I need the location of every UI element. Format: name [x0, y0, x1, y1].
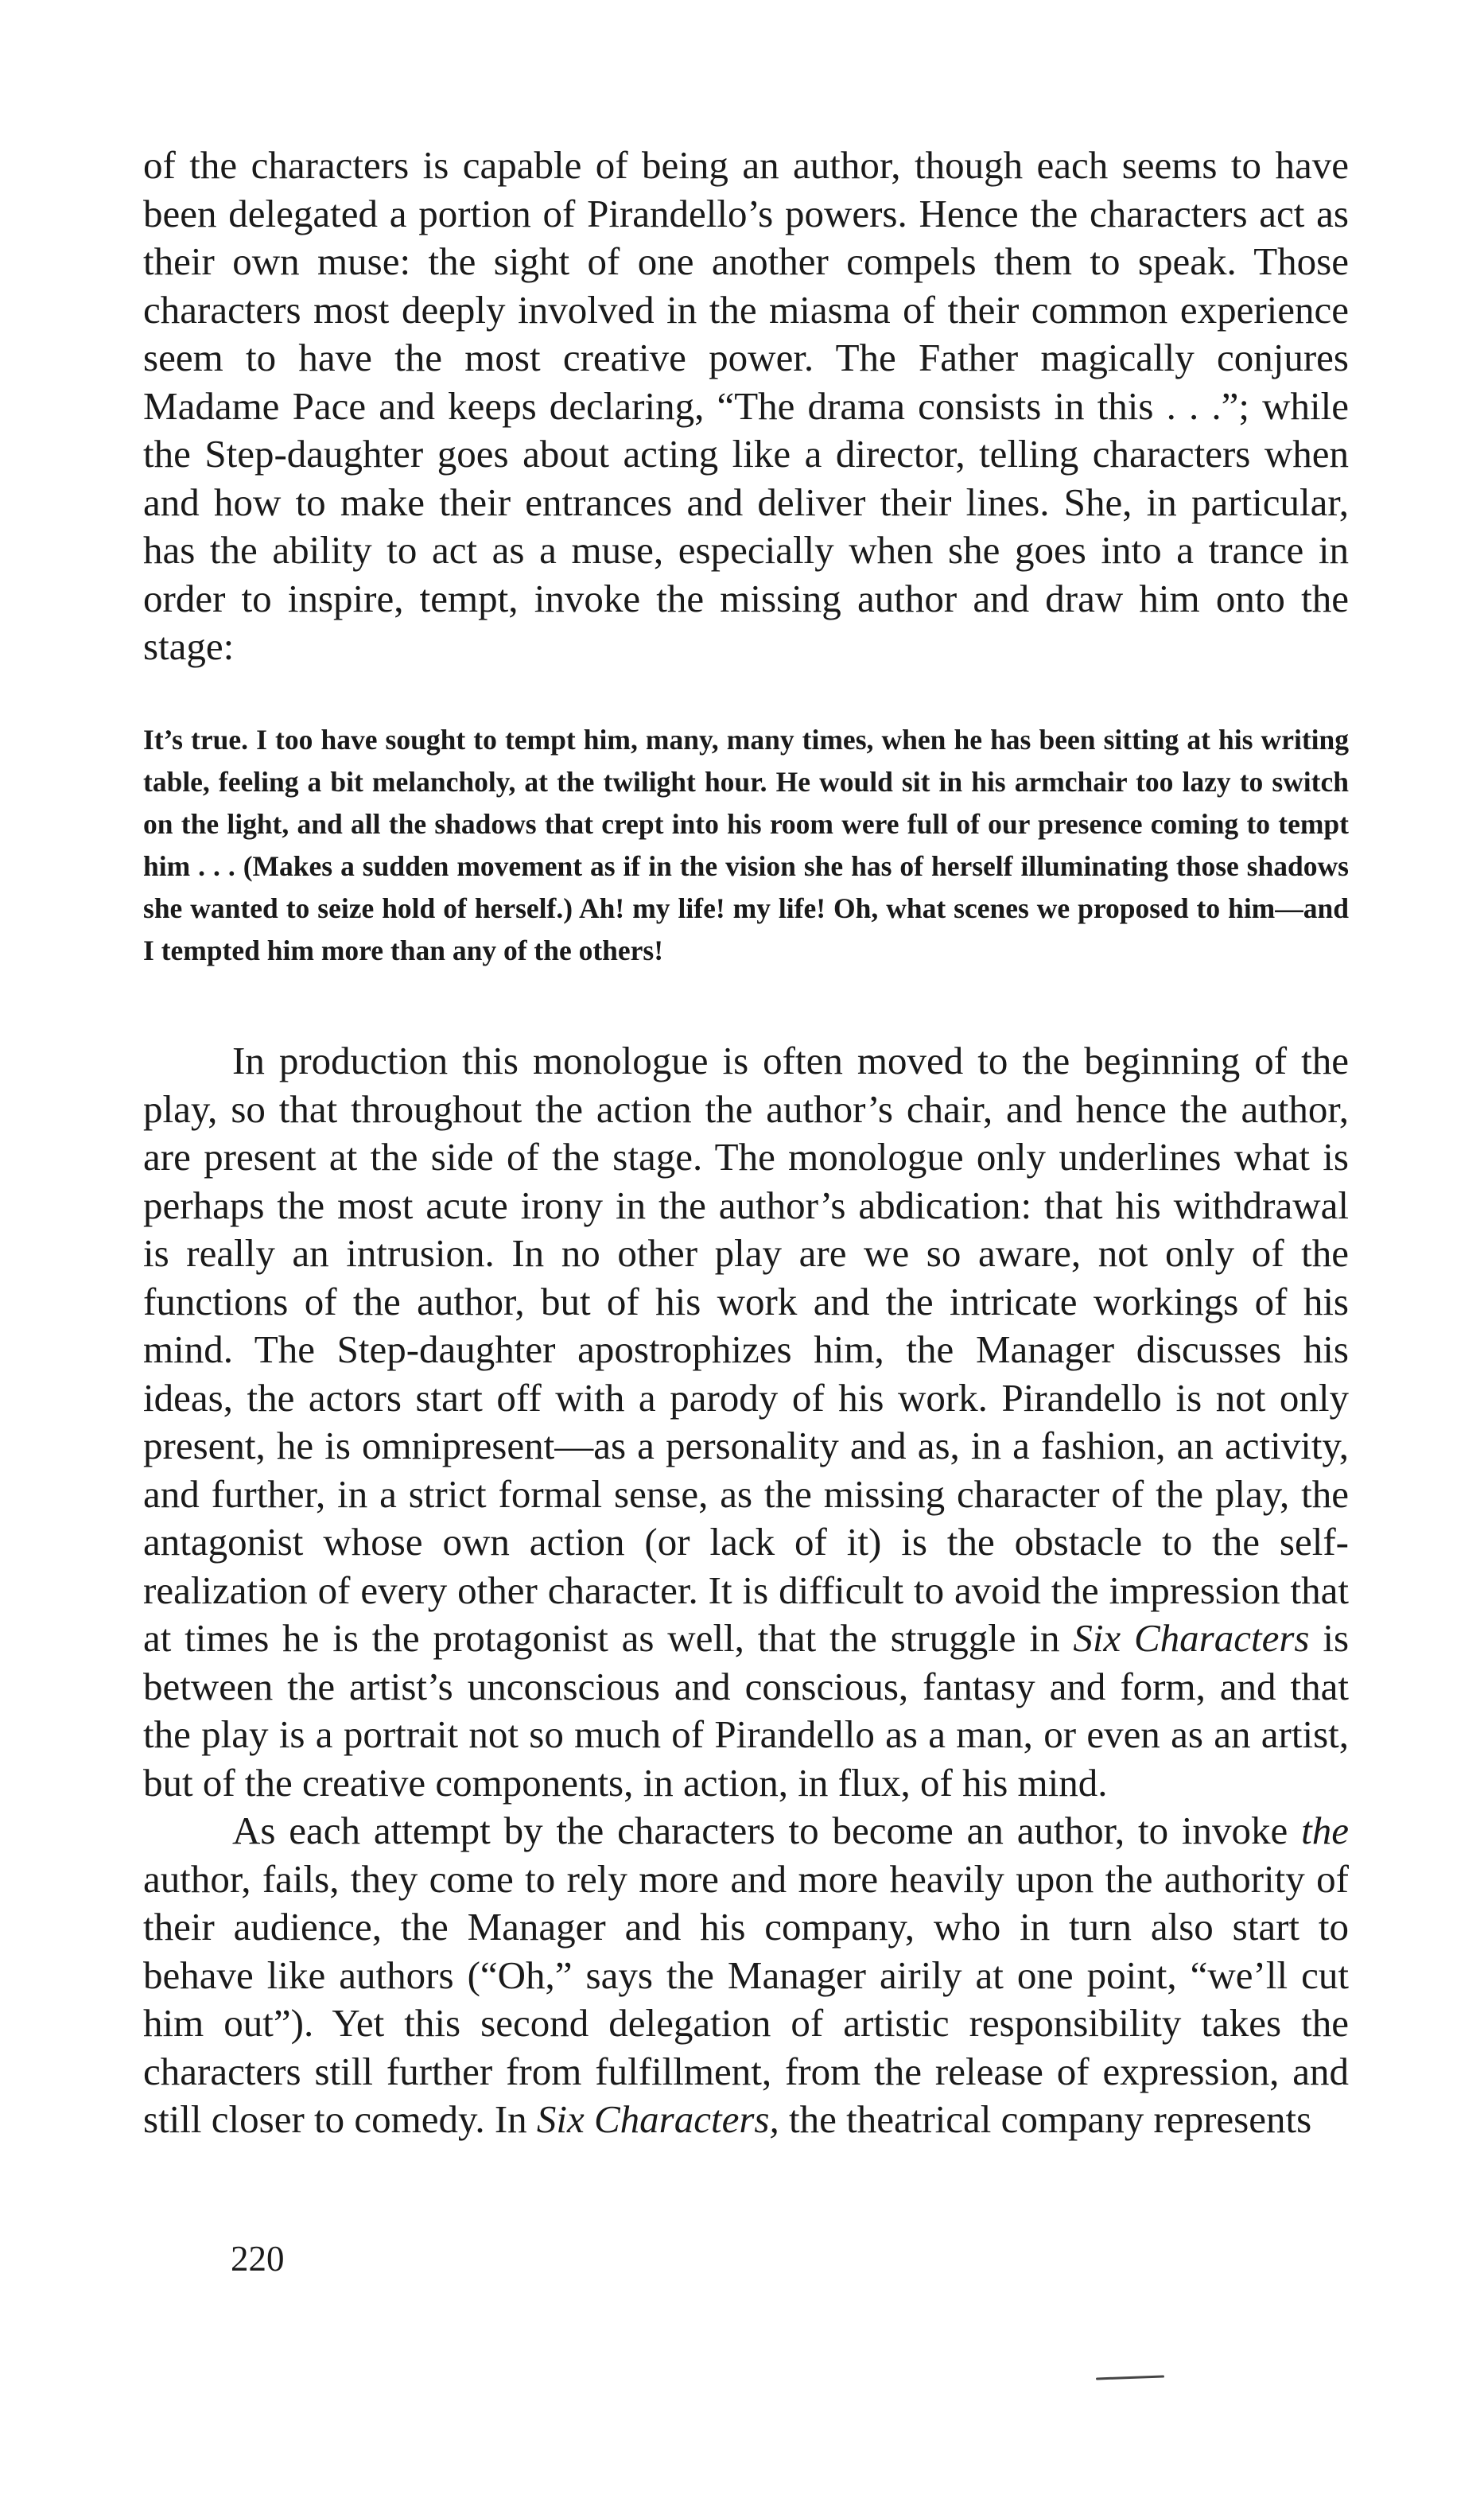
paragraph-2-text-a: In production this monologue is often moved to the beginning of the play, so that throughout the action the author’s chair, and hence the author, are present at the side of the stage. The monologue only underlines what is perhaps the most acute irony in the author’s abdication: that his withdrawal is really an intrusion. In no other play are we so aware, not only of the functions of the author, but of his work and the intricate workings of his mind. The Step-daughter apostrophizes him, the Manager discusses his ideas, the actors start off with a parody of his work. Pirandello is not only present, he is omnipresent—as a personality and as, in a fashion, an activity, and further, in a strict formal sense, as the missing character of the play, the antagonist whose own action (or lack of it) is the obstacle to the self-realization of every other character. It is difficult to avoid the impression that at times he is the protagonist as well, that the struggle in [143, 1039, 1349, 1660]
paragraph-2-title-italic: Six Characters [1073, 1616, 1310, 1660]
body-paragraphs-block [143, 1037, 1349, 2144]
body-paragraph-2 [143, 1037, 1349, 1807]
paragraph-3-text-c: the theatrical company represents [789, 2097, 1312, 2141]
block-quote: It’s true. I too have sought to tempt him, many, many times, when he has been sitting at his writing table, feeling a bit melancholy, at the twilight hour. He would sit in his armchair too lazy to switch on the light, and all the shadows that crept into his room were full of our presence coming to tempt him . . . (Makes a sudden movement as if in the vision she has of herself illuminating those shadows she wanted to seize hold of herself.) Ah! my life! my life! Oh, what scenes we proposed to him—and I tempted him more than any of the others! [143, 724, 1349, 966]
body-paragraph-1-block [143, 142, 1349, 671]
block-quote-block [143, 719, 1349, 972]
body-paragraph-3 [143, 1807, 1349, 2144]
paragraph-3-emphasis-italic: the [1301, 1809, 1349, 1852]
paragraph-3-title-italic: Six Characters, [536, 2097, 779, 2141]
paragraph-3-text-a: As each attempt by the characters to become an author, to invoke [232, 1809, 1288, 1852]
page-number: 220 [231, 2239, 285, 2279]
paragraph-3-text-b: author, fails, they come to rely more and more heavily upon the authority of their audience, the Manager and his company, who in turn also start to behave like authors (“Oh,” says the Manager airily at one point, “we’ll cut him out”). Yet this second delegation of artistic responsibility takes the characters still further from fulfillment, from the release of expression, and still closer to comedy. In [143, 1856, 1349, 2141]
body-paragraph-1: of the characters is capable of being an author, though each seems to have been delegated a portion of Pirandello’s powers. Hence the characters act as their own muse: the sight of one another compels them to speak. Those characters most deeply involved in the miasma of their common experience seem to have the most creative power. The Father magically conjures Madame Pace and keeps declaring, “The drama consists in this . . .”; while the Step-daughter goes about acting like a director, telling characters when and how to make their entrances and deliver their lines. She, in particular, has the ability to act as a muse, especially when she goes into a trance in order to inspire, tempt, invoke the missing author and draw him onto the stage: [143, 143, 1349, 668]
paragraph-2-text-b: is between the artist’s unconscious and conscious, fantasy and form, and that the play is a portrait not so much of Pirandello as a man, or even as an artist, but of the creative components, in action, in flux, of his mind. [143, 1616, 1350, 1805]
scan-mark [1096, 2376, 1164, 2380]
